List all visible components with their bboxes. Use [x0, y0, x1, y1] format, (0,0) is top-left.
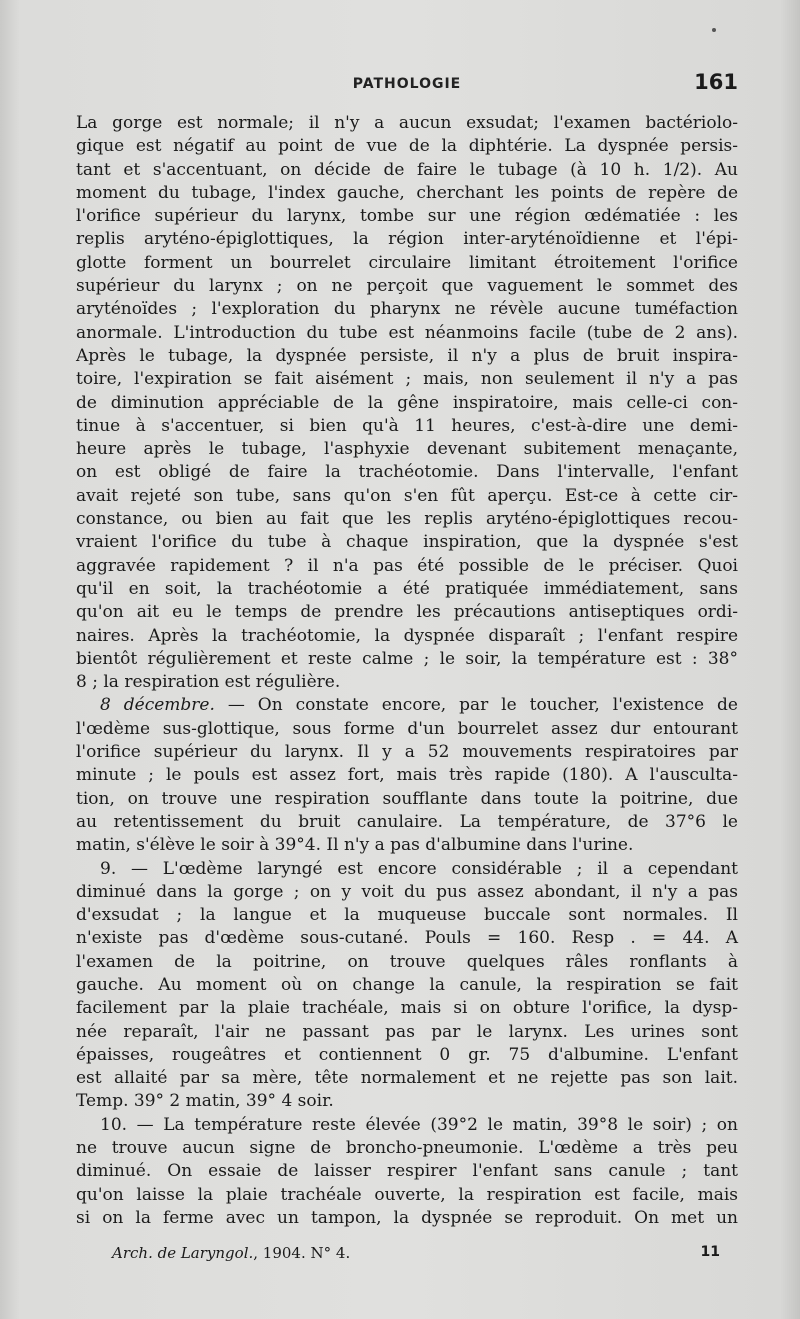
text-line: ne trouve aucun signe de broncho-pneumonie. L'œdème a très peu — [76, 1138, 738, 1159]
running-title: PATHOLOGIE — [352, 76, 462, 92]
journal-reference — [112, 1244, 350, 1262]
text-line: l'orifice supérieur du larynx, tombe sur une région œdématiée : les — [76, 206, 738, 227]
text-line: si on la ferme avec un tampon, la dyspnée se reproduit. On met un — [76, 1207, 738, 1228]
text-line: on est obligé de faire la trachéotomie. Dans l'intervalle, l'enfant — [76, 462, 738, 483]
page-header — [76, 70, 738, 100]
text-line: Temp. 39° 2 matin, 39° 4 soir. — [76, 1091, 334, 1112]
text-line: aryténoïdes ; l'exploration du pharynx ne révèle aucune tuméfaction — [76, 299, 738, 320]
text-line: glotte forment un bourrelet circulaire limitant étroitement l'orifice — [76, 252, 738, 273]
text-line: heure après le tubage, l'asphyxie devenant subitement menaçante, — [76, 439, 738, 460]
text-line: d'exsudat ; la langue et la muqueuse buccale sont normales. Il — [76, 905, 738, 926]
text-line: qu'il en soit, la trachéotomie a été pratiquée immédiatement, sans — [76, 578, 738, 599]
text-line: l'examen de la poitrine, on trouve quelques râles ronflants à — [76, 951, 738, 972]
text-line: toire, l'expiration se fait aisément ; mais, non seulement il n'y a pas — [76, 369, 738, 390]
text-line: anormale. L'introduction du tube est néanmoins facile (tube de 2 ans). — [76, 322, 738, 343]
text-line: avait rejeté son tube, sans qu'on s'en fût aperçu. Est-ce à cette cir- — [76, 485, 738, 506]
page-body — [76, 112, 738, 1230]
printer-signature: 11 — [700, 1244, 720, 1260]
text-line: est allaité par sa mère, tête normalement et ne rejette pas son lait. — [76, 1068, 738, 1089]
text-line: tion, on trouve une respiration soufflante dans toute la poitrine, due — [76, 788, 738, 809]
text-line: épaisses, rougeâtres et contiennent 0 gr. 75 d'albumine. L'enfant — [76, 1044, 738, 1065]
text-line: diminué. On essaie de laisser respirer l'enfant sans canule ; tant — [76, 1161, 738, 1182]
text-line: supérieur du larynx ; on ne perçoit que vaguement le sommet des — [76, 276, 738, 297]
text-line: n'existe pas d'œdème sous-cutané. Pouls = 160. Resp . = 44. A — [76, 928, 738, 949]
entry-date: 8 décembre. — [100, 695, 215, 716]
text-line: l'œdème sus-glottique, sous forme d'un bourrelet assez dur entourant — [76, 718, 738, 739]
text-line: tant et s'accentuant, on décide de faire le tubage (à 10 h. 1/2). Au — [76, 159, 738, 180]
text-line: de diminution appréciable de la gêne inspiratoire, mais celle-ci con- — [76, 392, 738, 413]
entry-date: 9. — [100, 858, 117, 879]
text-line: Après le tubage, la dyspnée persiste, il n'y a plus de bruit inspira- — [76, 345, 738, 366]
text-line: naires. Après la trachéotomie, la dyspnée disparaît ; l'enfant respire — [76, 625, 738, 646]
entry-first-line: 8 décembre. — On constate encore, par le toucher, l'existence de — [100, 695, 738, 716]
entry-first-line: 9. — L'œdème laryngé est encore considérable ; il a cependant — [100, 858, 738, 879]
text-line: 8 ; la respiration est régulière. — [76, 672, 341, 693]
text-line: diminué dans la gorge ; on y voit du pus assez abondant, il n'y a pas — [76, 881, 738, 902]
text-line: née reparaît, l'air ne passant pas par le larynx. Les urines sont — [76, 1021, 738, 1042]
text-line: qu'on laisse la plaie trachéale ouverte, la respiration est facile, mais — [76, 1184, 738, 1205]
text-line: aggravée rapidement ? il n'a pas été possible de le préciser. Quoi — [76, 555, 738, 576]
text-line: facilement par la plaie trachéale, mais si on obture l'orifice, la dysp- — [76, 998, 738, 1019]
text-line: moment du tubage, l'index gauche, cherchant les points de repère de — [76, 182, 738, 203]
text-line: au retentissement du bruit canulaire. La température, de 37°6 le — [76, 811, 738, 832]
page-number: 161 — [694, 70, 738, 94]
entry-first-line: 10. — La température reste élevée (39°2 le matin, 39°8 le soir) ; on — [100, 1114, 738, 1135]
text-line: l'orifice supérieur du larynx. Il y a 52 mouvements respiratoires par — [76, 742, 738, 763]
entry-date: 10. — [100, 1114, 128, 1135]
ink-speck — [712, 28, 716, 32]
text-line: bientôt régulièrement et reste calme ; le soir, la température est : 38° — [76, 648, 738, 669]
text-line: qu'on ait eu le temps de prendre les précautions antiseptiques ordi- — [76, 602, 738, 623]
journal-issue: , 1904. N° 4. — [253, 1244, 351, 1262]
text-line: gique est négatif au point de vue de la diphtérie. La dyspnée persis- — [76, 136, 738, 157]
text-line: replis aryténo-épiglottiques, la région inter-aryténoïdienne et l'épi- — [76, 229, 738, 250]
text-line: constance, ou bien au fait que les replis aryténo-épiglottiques recou- — [76, 509, 738, 530]
journal-title: Arch. de Laryngol. — [112, 1244, 254, 1262]
page-footer — [112, 1244, 720, 1268]
text-line: La gorge est normale; il n'y a aucun exsudat; l'examen bactériolo- — [76, 113, 738, 133]
text-line: vraient l'orifice du tube à chaque inspiration, que la dyspnée s'est — [76, 532, 738, 553]
text-line: minute ; le pouls est assez fort, mais très rapide (180). A l'ausculta- — [76, 765, 738, 786]
text-line: tinue à s'accentuer, si bien qu'à 11 heures, c'est-à-dire une demi- — [76, 415, 738, 436]
text-line: gauche. Au moment où on change la canule, la respiration se fait — [76, 974, 738, 995]
text-line: matin, s'élève le soir à 39°4. Il n'y a pas d'albumine dans l'urine. — [76, 835, 634, 856]
